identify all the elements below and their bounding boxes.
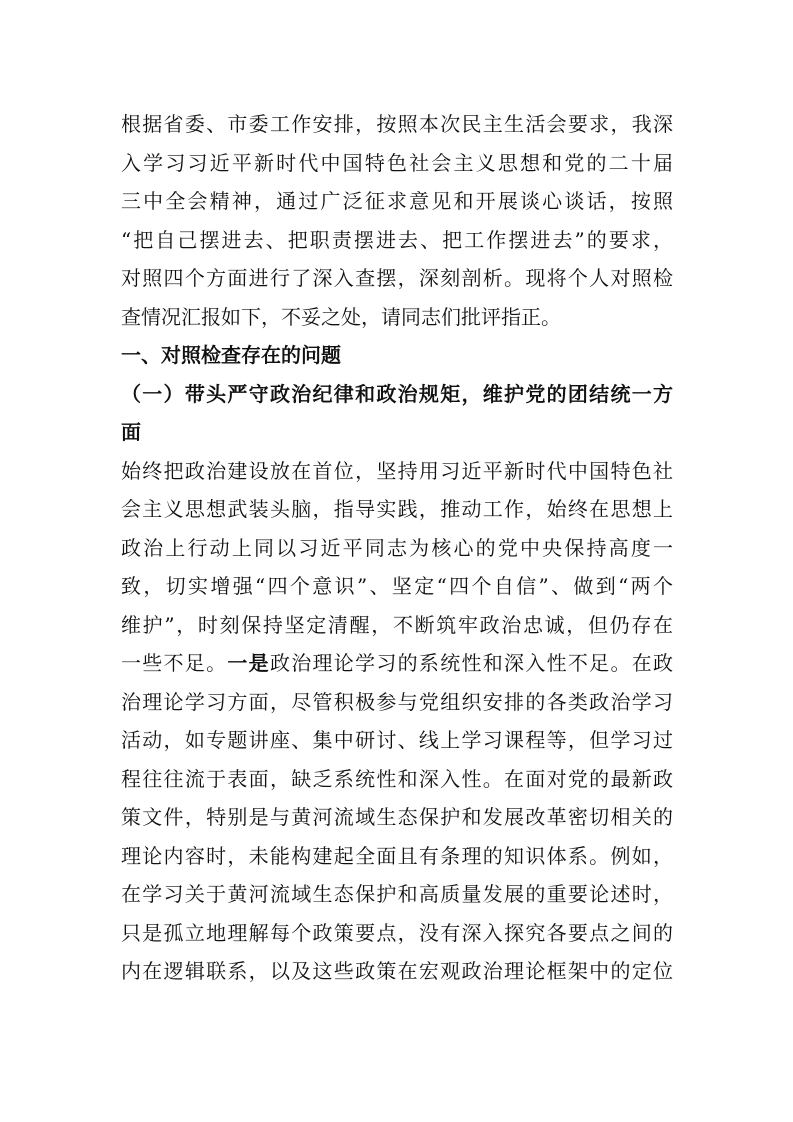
body-line: 程往往流于表面，缺乏系统性和深入性。在面对党的最新政 bbox=[121, 766, 673, 791]
intro-line: 根据省委、市委工作安排，按照本次民主生活会要求，我深 bbox=[121, 112, 673, 136]
intro-line: 三中全会精神，通过广泛征求意见和开展谈心谈话，按照 bbox=[121, 189, 673, 213]
body-line: 只是孤立地理解每个政策要点，没有深入探究各要点之间的 bbox=[121, 920, 673, 945]
subsection-heading-line: 面 bbox=[121, 420, 141, 444]
body-line: 治理论学习方面，尽管积极参与党组织安排的各类政治学习 bbox=[121, 689, 673, 714]
body-line: 始终把政治建设放在首位，坚持用习近平新时代中国特色社 bbox=[121, 458, 673, 483]
body-line: 在学习关于黄河流域生态保护和高质量发展的重要论述时， bbox=[121, 882, 673, 906]
intro-line: 对照四个方面进行了深入查摆，深刻剖析。现将个人对照检 bbox=[121, 266, 673, 290]
body-line: 内在逻辑联系，以及这些政策在宏观政治理论框架中的定位 bbox=[121, 959, 673, 983]
body-text: 政治理论学习的系统性和深入性不足。在政 bbox=[269, 651, 673, 675]
intro-line: 查情况汇报如下，不妥之处，请同志们批评指正。 bbox=[121, 304, 561, 329]
body-line: 理论内容时，未能构建起全面且有条理的知识体系。例如， bbox=[121, 843, 673, 868]
intro-line: 入学习习近平新时代中国特色社会主义思想和党的二十届 bbox=[121, 150, 673, 175]
intro-paragraph bbox=[121, 105, 673, 336]
intro-line: “把自己摆进去、把职责摆进去、把工作摆进去”的要求， bbox=[121, 227, 673, 252]
body-text: 一些不足。 bbox=[121, 651, 228, 675]
body-line: 会主义思想武装头脑，指导实践，推动工作，始终在思想上 bbox=[121, 497, 673, 521]
body-line: 活动，如专题讲座、集中研讨、线上学习课程等，但学习过 bbox=[121, 728, 673, 752]
body-line: 致，切实增强“四个意识”、坚定“四个自信”、做到“两个 bbox=[121, 574, 673, 598]
body-line: 维护”，时刻保持坚定清醒，不断筑牢政治忠诚，但仍存在 bbox=[121, 612, 673, 637]
point-marker: 一是 bbox=[227, 651, 270, 675]
body-paragraph bbox=[121, 452, 673, 991]
body-line: 政治上行动上同以习近平同志为核心的党中央保持高度一 bbox=[121, 535, 673, 560]
body-line bbox=[121, 644, 673, 683]
document-page bbox=[121, 105, 673, 991]
subsection-heading-line: （一）带头严守政治纪律和政治规矩，维护党的团结统一方 bbox=[121, 381, 673, 406]
body-line: 策文件，特别是与黄河流域生态保护和发展改革密切相关的 bbox=[121, 805, 673, 829]
section-heading: 一、对照检查存在的问题 bbox=[121, 343, 341, 367]
subsection-heading bbox=[121, 375, 673, 452]
